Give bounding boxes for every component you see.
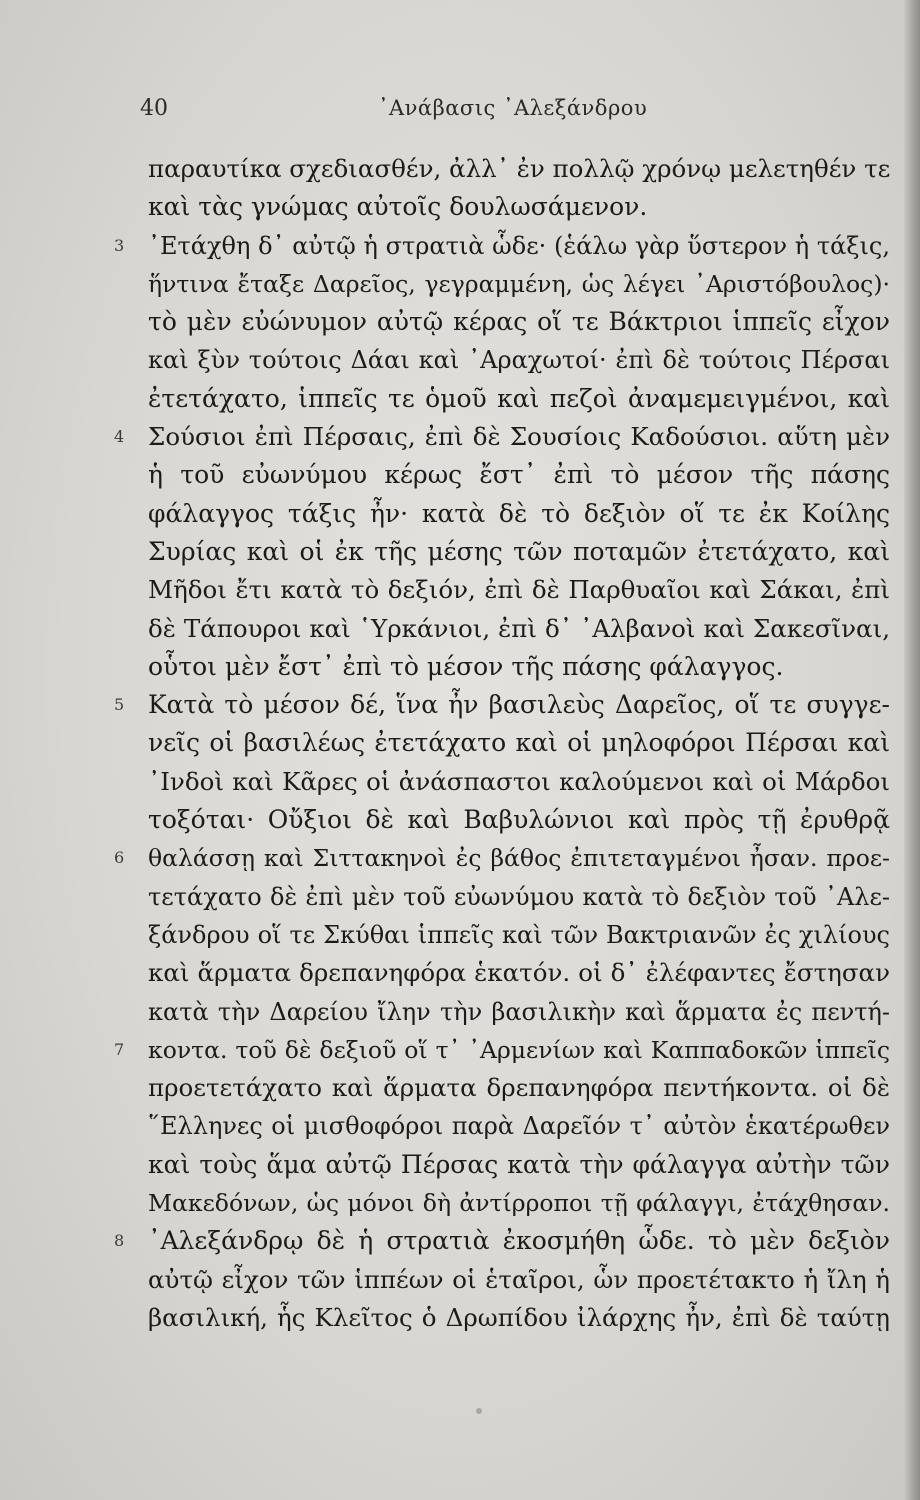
text-line [148, 1107, 890, 1145]
text-line [148, 341, 890, 379]
line-text: Μακεδόνων, ὡς μόνοι δὴ ἀντίρροποι τῇ φάλαγγι, ἐτάχθησαν. [148, 1189, 890, 1218]
paper-speck [476, 1408, 482, 1414]
line-text: Κατὰ τὸ μέσον δέ, ἵνα ἦν βασιλεὺς Δαρεῖος, οἵ τε συγγε- [148, 690, 890, 720]
text-line [114, 1031, 890, 1069]
text-line [148, 648, 890, 686]
page-number: 40 [140, 96, 168, 121]
text-line [114, 686, 890, 724]
line-text: κατὰ τὴν Δαρείου ἴλην τὴν βασιλικὴν καὶ ἅρματα ἐς πεντή- [148, 997, 890, 1026]
section-number: 4 [114, 427, 125, 447]
line-text: τετάχατο δὲ ἐπὶ μὲν τοῦ εὐωνύμου κατὰ τὸ δεξιὸν τοῦ ᾽Αλε- [148, 882, 890, 911]
line-text: ἡ τοῦ εὐωνύμου κέρως ἔστ᾽ ἐπὶ τὸ μέσον τῆς πάσης [148, 460, 890, 490]
text-line [148, 265, 890, 303]
line-text: παραυτίκα σχεδιασθέν, ἀλλ᾽ ἐν πολλῷ χρόνῳ μελετηθέν τε [148, 154, 891, 183]
line-text: καὶ τοὺς ἅμα αὐτῷ Πέρσας κατὰ τὴν φάλαγγα αὐτὴν τῶν [148, 1149, 890, 1179]
line-text: αὐτῷ εἶχον τῶν ἱππέων οἱ ἑταῖροι, ὧν προετέτακτο ἡ ἴλη ἡ [148, 1264, 890, 1294]
text-line [148, 993, 890, 1031]
text-line [148, 380, 890, 418]
section-number: 3 [114, 235, 125, 255]
text-line [148, 533, 890, 571]
line-text: ᾽Ετάχθη δ᾽ αὐτῷ ἡ στρατιὰ ὧδε· (ἑάλω γὰρ ὕστερον ἡ τάξις, [148, 231, 890, 260]
text-line [148, 188, 890, 226]
line-text: κοντα. τοῦ δὲ δεξιοῦ οἵ τ᾽ ᾽Αρμενίων καὶ Καππαδοκῶν ἱππεῖς [148, 1035, 890, 1064]
line-text: φάλαγγος τάξις ἦν· κατὰ δὲ τὸ δεξιὸν οἵ τε ἐκ Κοίλης [148, 498, 890, 528]
line-text: ξάνδρου οἵ τε Σκύθαι ἱππεῖς καὶ τῶν Βακτριανῶν ἐς χιλίους [148, 920, 890, 949]
text-line [148, 150, 890, 188]
text-line [148, 916, 890, 954]
section-number: 6 [114, 848, 125, 868]
line-text: Σούσιοι ἐπὶ Πέρσαις, ἐπὶ δὲ Σουσίοις Καδούσιοι. αὕτη μὲν [148, 422, 890, 452]
text-line [148, 571, 890, 609]
line-text: Συρίας καὶ οἱ ἐκ τῆς μέσης τῶν ποταμῶν ἐτετάχατο, καὶ [148, 536, 890, 566]
running-title: ᾽Ανάβασις ᾽Αλεξάνδρου [378, 96, 648, 120]
text-line [114, 1222, 890, 1260]
line-text: οὗτοι μὲν ἔστ᾽ ἐπὶ τὸ μέσον τῆς πάσης φάλαγγος. [148, 651, 784, 681]
line-text: Μῆδοι ἔτι κατὰ τὸ δεξιόν, ἐπὶ δὲ Παρθυαῖοι καὶ Σάκαι, ἐπὶ [148, 575, 890, 605]
line-text: ᾽Ινδοὶ καὶ Κᾶρες οἱ ἀνάσπαστοι καλούμενοι καὶ οἱ Μάρδοι [148, 766, 890, 796]
line-text: καὶ ἅρματα δρεπανηφόρα ἑκατόν. οἱ δ᾽ ἐλέφαντες ἔστησαν [148, 958, 890, 988]
text-line [148, 801, 890, 839]
text-line [148, 456, 890, 494]
body-text [114, 150, 891, 1337]
section-number: 8 [114, 1231, 125, 1251]
text-line [148, 303, 890, 341]
line-text: προετετάχατο καὶ ἅρματα δρεπανηφόρα πεντήκοντα. οἱ δὲ [148, 1073, 890, 1103]
text-line [148, 1261, 890, 1299]
line-text: καὶ τὰς γνώμας αὐτοῖς δουλωσάμενον. [148, 192, 648, 222]
section-number: 7 [114, 1039, 125, 1059]
line-text: καὶ ξὺν τούτοις Δάαι καὶ ᾽Αραχωτοί· ἐπὶ δὲ τούτοις Πέρσαι [148, 346, 890, 375]
page-header [140, 96, 700, 136]
line-text: θαλάσσῃ καὶ Σιττακηνοὶ ἐς βάθος ἐπιτεταγμένοι ἦσαν. προε- [148, 844, 890, 873]
line-text: τοξόται· Οὔξιοι δὲ καὶ Βαβυλώνιοι καὶ πρὸς τῇ ἐρυθρᾷ [148, 805, 890, 835]
line-text: ῞Ελληνες οἱ μισθοφόροι παρὰ Δαρεῖόν τ᾽ αὐτὸν ἑκατέρωθεν [148, 1112, 890, 1141]
text-line [148, 1184, 890, 1222]
text-line [148, 763, 890, 801]
text-line [148, 954, 890, 992]
line-text: ἥντινα ἔταξε Δαρεῖος, γεγραμμένη, ὡς λέγει ᾽Αριστόβουλος)· [148, 269, 890, 298]
line-text: νεῖς οἱ βασιλέως ἐτετάχατο καὶ οἱ μηλοφόροι Πέρσαι καὶ [148, 728, 890, 758]
text-line [148, 878, 890, 916]
line-text: τὸ μὲν εὐώνυμον αὐτῷ κέρας οἵ τε Βάκτριοι ἱππεῖς εἶχον [148, 307, 890, 337]
text-line [148, 1069, 890, 1107]
text-line [148, 1146, 890, 1184]
section-number: 5 [114, 695, 125, 715]
text-line [148, 610, 890, 648]
text-line [148, 1299, 890, 1337]
line-text: δὲ Τάπουροι καὶ ῾Υρκάνιοι, ἐπὶ δ᾽ ᾽Αλβανοὶ καὶ Σακεσῖναι, [148, 613, 890, 643]
text-line [114, 418, 890, 456]
text-line [148, 724, 890, 762]
text-line [148, 495, 890, 533]
text-line [114, 839, 890, 877]
line-text: βασιλική, ἧς Κλεῖτος ὁ Δρωπίδου ἰλάρχης ἦν, ἐπὶ δὲ ταύτῃ [148, 1302, 890, 1332]
page-edge [904, 0, 920, 1500]
line-text: ἐτετάχατο, ἱππεῖς τε ὁμοῦ καὶ πεζοὶ ἀναμεμειγμένοι, καὶ [148, 383, 890, 413]
text-line [114, 227, 890, 265]
line-text: ᾽Αλεξάνδρῳ δὲ ἡ στρατιὰ ἐκοσμήθη ὧδε. τὸ μὲν δεξιὸν [148, 1226, 890, 1256]
